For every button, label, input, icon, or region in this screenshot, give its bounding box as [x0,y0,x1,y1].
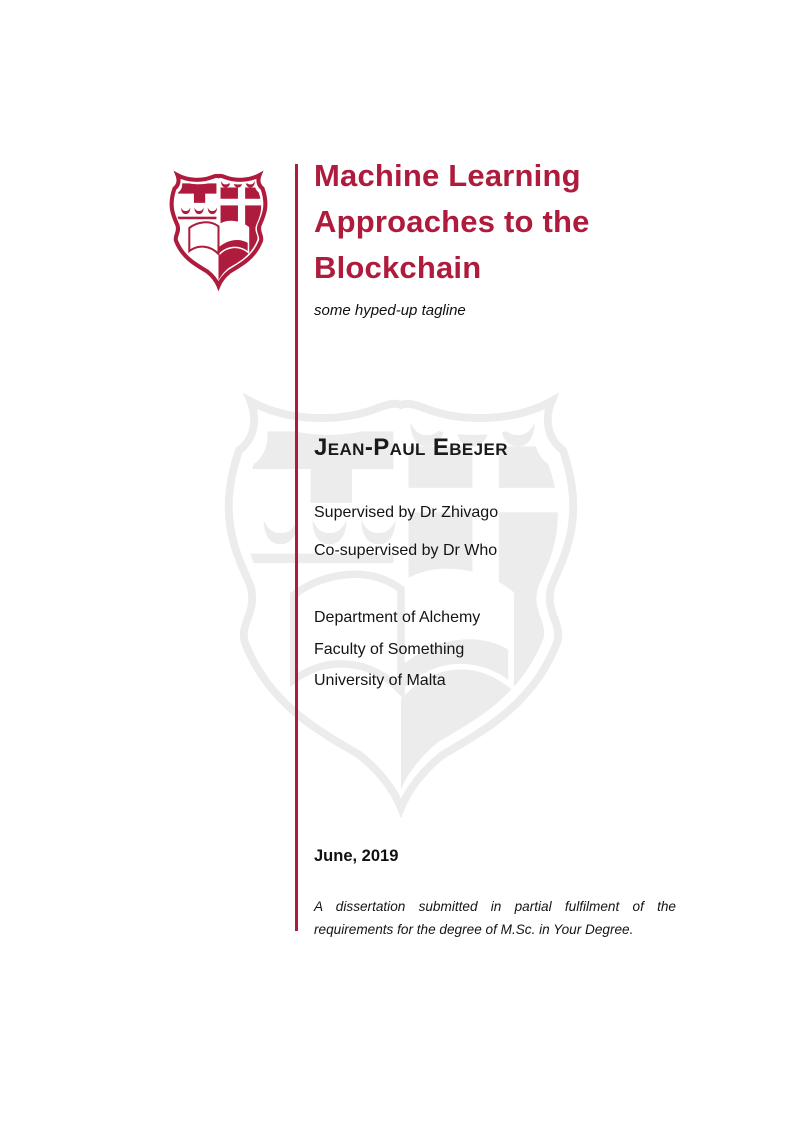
affiliation-faculty: Faculty of Something [314,640,465,658]
submission-date: June, 2019 [314,847,399,865]
university-crest-icon [162,167,275,294]
vertical-accent-rule [295,164,298,931]
submission-statement: A dissertation submitted in partial fulfilment of the requirements for the degree of M.Sc. in Your Degree. [314,899,676,937]
co-supervisor-line: Co-supervised by Dr Who [314,542,498,559]
affiliation-block [314,602,480,697]
author-name: Jean-Paul Ebejer [314,434,508,461]
affiliation-university: University of Malta [314,672,446,689]
dissertation-tagline: some hyped-up tagline [314,302,466,319]
affiliation-department: Department of Alchemy [314,609,481,626]
supervisor-line: Supervised by Dr Zhivago [314,504,499,521]
dissertation-title: Machine Learning Approaches to the Blockchain [314,158,590,285]
